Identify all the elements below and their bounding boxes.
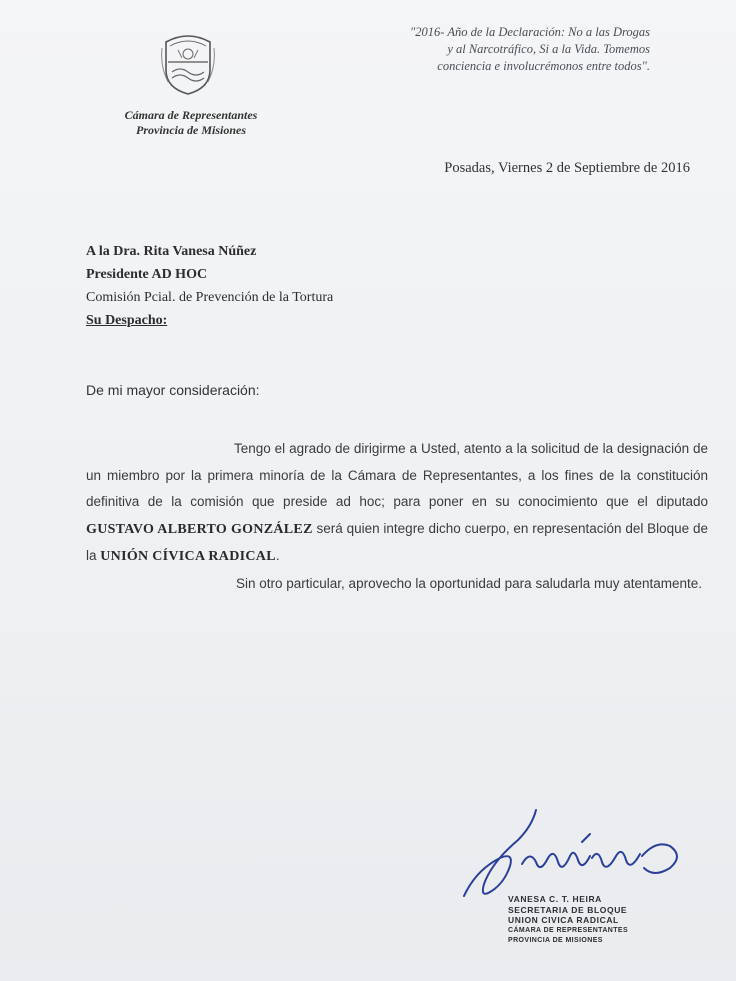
deputy-name: GUSTAVO ALBERTO GONZÁLEZ [86,521,313,537]
motto-line-2: y al Narcotráfico, Si a la Vida. Tomemos [447,42,650,56]
recipient-commission: Comisión Pcial. de Prevención de la Tortura [86,290,334,305]
recipient-block [86,240,333,332]
party-name: UNIÓN CÍVICA RADICAL [100,549,276,564]
stamp-line-1: VANESA C. T. HEIRA [508,894,602,904]
motto-line-3: conciencia e involucrémonos entre todos". [437,59,650,73]
recipient-title: Presidente AD HOC [86,267,208,282]
year-motto [320,24,650,75]
institution-line-1: Cámara de Representantes [124,108,258,122]
body-paragraph-1 [86,436,708,571]
body-text-part-1: Tengo el agrado de dirigirme a Usted, atento a la solicitud de la designación de un miembro por la primera minoría de la Cámara de Representantes, a los fines de la constitución definitiva de la comisión que preside ad hoc; para poner en su conocimiento que el diputado [86,441,708,509]
stamp-line-3: UNION CIVICA RADICAL [508,915,619,925]
institution-name [86,108,296,138]
official-stamp [508,894,658,947]
recipient-office: Su Despacho: [86,313,168,328]
motto-line-1: "2016- Año de la Declaración: No a las Drogas [410,25,650,39]
stamp-line-4: CÁMARA DE REPRESENTANTES [508,926,629,934]
stamp-line-5: PROVINCIA DE MISIONES [508,937,603,944]
provincial-coat-of-arms-icon [160,32,216,96]
body-text-end: . [275,548,280,563]
body-paragraph-2: Sin otro particular, aprovecho la oportunidad para saludarla muy atentamente. [236,575,703,591]
institution-line-2: Provincia de Misiones [136,123,246,137]
salutation: De mi mayor consideración: [86,382,260,398]
stamp-line-2: SECRETARIA DE BLOQUE [508,904,628,915]
recipient-name: A la Dra. Rita Vanesa Núñez [86,244,257,259]
letter-body [86,436,708,597]
date-line: Posadas, Viernes 2 de Septiembre de 2016 [444,160,690,176]
body-text-part-2: será quien integre dicho cuerpo, en representación del Bloque de la [86,520,708,563]
